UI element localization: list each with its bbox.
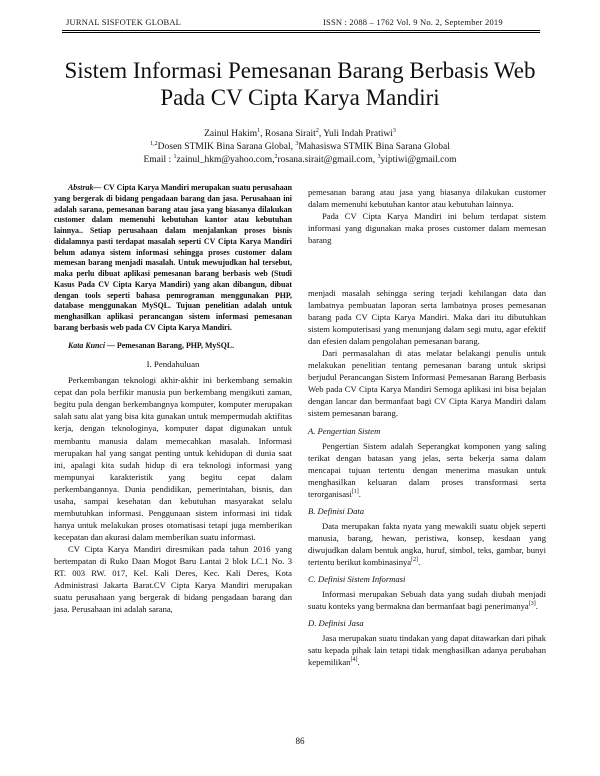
paragraph-definisi-sistem-informasi: Informasi merupakan Sebuah data yang sudah diubah menjadi suatu konteks yang bermakna dan bermanfaat bagi penerimanya[3]. xyxy=(308,589,546,612)
affil-1: Dosen STMIK Bina Sarana Global, xyxy=(157,142,294,152)
right-column xyxy=(308,186,546,246)
text-pengertian-sistem: Pengertian Sistem adalah Seperangkat komponen yang saling terikat dengan batasan yang jelas, serta bekerja sama dalam mencapai tujuan tertentu dengan menerima masukan untuk menghasilkan keluaran dalam proses transformasi serta terorganisasi xyxy=(308,440,546,499)
paragraph-definisi-data: Data merupakan fakta nyata yang mewakili suatu objek seperti manusia, barang, hewan, peristiwa, konsep, kesdaan yang diwujudkan dalam bentuk angka, huruf, simbol, teks, gambar, bunyi tertentu berikut kombinasinya[2]. xyxy=(308,520,546,567)
abstract-label: Abstrak— xyxy=(68,183,102,192)
affil-2: Mahasiswa STMIK Bina Sarana Global xyxy=(298,142,450,152)
email-1[interactable]: zainul_hkm@yahoo.com, xyxy=(176,155,275,165)
email-3-sup: 3 xyxy=(377,153,381,160)
author-3-sup: 3 xyxy=(392,127,396,134)
subheading-definisi-data: B. Definisi Data xyxy=(308,505,365,516)
text-definisi-sistem-informasi: Informasi merupakan Sebuah data yang sudah diubah menjadi suatu konteks yang bermakna dan bermanfaat bagi penerimanya xyxy=(308,589,546,612)
email-label: Email : xyxy=(143,155,174,165)
text-definisi-data: Data merupakan fakta nyata yang mewakili suatu objek seperti manusia, barang, hewan, peristiwa, konsep, kesdaan yang diwujudkan dalam bentuk angka, huruf, simbol, teks, gambar, bunyi tertentu berikut kombinasinya xyxy=(308,520,546,567)
subheading-definisi-sistem-informasi: C. Definisi Sistem Informasi xyxy=(308,574,406,585)
text-definisi-jasa: Jasa merupakan suatu tindakan yang dapat ditawarkan dari pihak satu kepada pihak lain tetapi tidak menghasilkan adanya perubahan kepemilikan xyxy=(308,633,546,668)
header-rule-bottom xyxy=(62,32,540,33)
affil-2-sup: 3 xyxy=(295,140,299,147)
title-line-1: Sistem Informasi Pemesanan Barang Berbasis Web xyxy=(64,58,536,83)
email-1-sup: 1 xyxy=(173,153,177,160)
author-emails xyxy=(50,154,550,167)
email-2-sup: 2 xyxy=(274,153,278,160)
author-3: Yuli Indah Pratiwi xyxy=(323,129,393,139)
subheading-pengertian-sistem: A. Pengertian Sistem xyxy=(308,425,381,436)
intro-paragraph-2: CV Cipta Karya Mandiri diresmikan pada tahun 2016 yang bertempatan di Ruko Daan Mogot Baru Lantai 2 blok LC.1 No. 3 RT. 003 RW. 017, Kel. Kali Deres, Kec. Kali Deres, Kota Administrasi Jakarta Barat.CV Cipta Karya Mandiri merupakan suatu perusahaan yang bergerak di bidang pengadaan barang dan jasa. Perusahaan ini adalah sarana, xyxy=(54,543,292,615)
right-paragraph-3: Dari permasalahan di atas melatar belakangi penulis untuk melakukan penelitian tentang pemesanan barang untuk skripsi berjudul Perancangan Sistem Informasi Pemesanan Barang Berbasis Web pada CV Cipta Karya Mandiri Semoga aplikasi ini bisa bejalan dengan lancar dan bermanfaat bagi CV Cipta Karya Mandiri dalam sistem pemesanan barang. xyxy=(308,348,546,419)
paragraph-pengertian-sistem: Pengertian Sistem adalah Seperangkat komponen yang saling terikat dengan batasan yang jelas, serta bekerja sama dalam mencapai tujuan tertentu dengan menerima masukan untuk menghasilkan keluaran dalam proses transformasi serta terorganisasi[1]. xyxy=(308,440,546,499)
page-number: 86 xyxy=(295,736,305,746)
journal-name: JURNAL SISFOTEK GLOBAL xyxy=(66,17,182,27)
email-2[interactable]: rosana.sirait@gmail.com, xyxy=(277,155,376,165)
left-column xyxy=(54,183,292,615)
author-2: Rosana Sirait xyxy=(264,129,316,139)
subheading-definisi-jasa: D. Definisi Jasa xyxy=(308,618,364,629)
section-heading-introduction: I. Pendahuluan xyxy=(146,359,200,370)
abstract xyxy=(54,183,292,334)
paper-title xyxy=(50,57,550,111)
affil-1-sup: 1,2 xyxy=(150,140,158,147)
right-paragraph-2: menjadi masalah sehingga sering terjadi kehilangan data dan lambatnya pembuatan laporan serta lambatnya proses pemesanan barang pada CV Cipta Karya Mandiri. Maka dari itu dibutuhkan sistem komputerisasi yang menunjang dalam segi mutu, agar efektif dan efesien dalam pengolahan pemesanan barang. xyxy=(308,288,546,347)
author-1-sup: 1 xyxy=(257,127,261,134)
intro-paragraph-1: Perkembangan teknologi akhir-akhir ini berkembang semakin cepat dan pola berfikir manusia pun berkembang mengikuti zaman, begitu pula dengan berkembangnya komputer, komputer merupakan salah satu alat yang bisa kita gunakan untuk mempermudah aktifitas kerja, dengan teknologinya, komputer dapat digunakan untuk membantu manusia dalam memecahkan masalah. Informasi merupakan hal yang sangat penting untuk kehidupan di dunia saat ini, apalagi kita sudah hidup di era teknologi informasi yang mempunyai karakteristik yang begitu cepat dalam perkembangannya. Dunia pendidikan, pemerintahan, bisnis, dan usaha, sampai kesehatan dan kebutuhan masyarakat selalu membutuhkan informasi. Penggunaan sistem informasi ini tidak hanya untuk melakukan proses otomatisasi tetapi juga memberikan kecepatan dan akurasi dalam memberikan suatu informasi. xyxy=(54,375,292,542)
issn-volume: ISSN : 2088 – 1762 Vol. 9 No. 2, September 2019 xyxy=(323,17,503,27)
citation-3: [3] xyxy=(528,601,536,608)
paragraph-definisi-jasa: Jasa merupakan suatu tindakan yang dapat ditawarkan dari pihak satu kepada pihak lain tetapi tidak menghasilkan adanya perubahan kepemilikan[4]. xyxy=(308,633,546,668)
abstract-text: CV Cipta Karya Mandiri merupakan suatu perusahaan yang bergerak di bidang pengadaan barang dan jasa. Perusahaan ini adalah sarana, pemesanan barang atau jasa yang biasanya dilakukan customer dalam memenuhi kebutuhan kantor atau kebutuhan lainnya.. Setiap perusahaan dalam menjalankan proses bisnis didalamnya pasti terdapat masalah seperti CV Cipta Karya Mandiri belum adanya sistem informasi sehingga proses customer dalam memesan barang menjadi masalah. Untuk mewujudkan hal tersebut, maka perlu dibuat aplikasi pemesanan barang berbasis web (Studi Kasus Pada CV Cipta Karya Mandiri) yang akan dibangun, dibuat dengan tools seperti bahasa pemrograman menggunakan PHP, database menggunakan MySQL. Tujuan penelitian adalah untuk menghasilkan aplikasi perancangan sistem informasi pemesanan barang berbasis web pada CV Cipta Karya Mandiri. xyxy=(54,183,292,332)
citation-2: [2] xyxy=(411,557,419,564)
author-2-sup: 2 xyxy=(315,127,319,134)
right-column-lower xyxy=(308,287,546,668)
email-3[interactable]: yiptiwi@gmail.com xyxy=(380,155,457,165)
keywords xyxy=(54,341,292,352)
affiliations xyxy=(50,141,550,154)
right-paragraph-1: Pada CV Cipta Karya Mandiri ini belum terdapat sistem informasi yang digunakan maka proses customer dalam memesan barang xyxy=(308,211,546,246)
author-1: Zainul Hakim xyxy=(204,129,258,139)
keywords-text: — Pemesanan Barang, PHP, MySQL. xyxy=(105,340,235,350)
citation-4: [4] xyxy=(350,657,358,664)
header-rule-top xyxy=(62,30,540,31)
keywords-label: Kata Kunci xyxy=(68,340,106,350)
right-paragraph-0: pemesanan barang atau jasa yang biasanya dilakukan customer dalam memenuhi kebutuhan kantor atau kebutuhan lainnya. xyxy=(308,187,546,210)
citation-1: [1] xyxy=(351,488,359,495)
author-names: Zainul Hakim$^1$, Rosana Sirait$^2$, Yuli Indah Pratiwi$^3$ xyxy=(204,127,396,139)
title-line-2: Pada CV Cipta Karya Mandiri xyxy=(160,85,440,110)
